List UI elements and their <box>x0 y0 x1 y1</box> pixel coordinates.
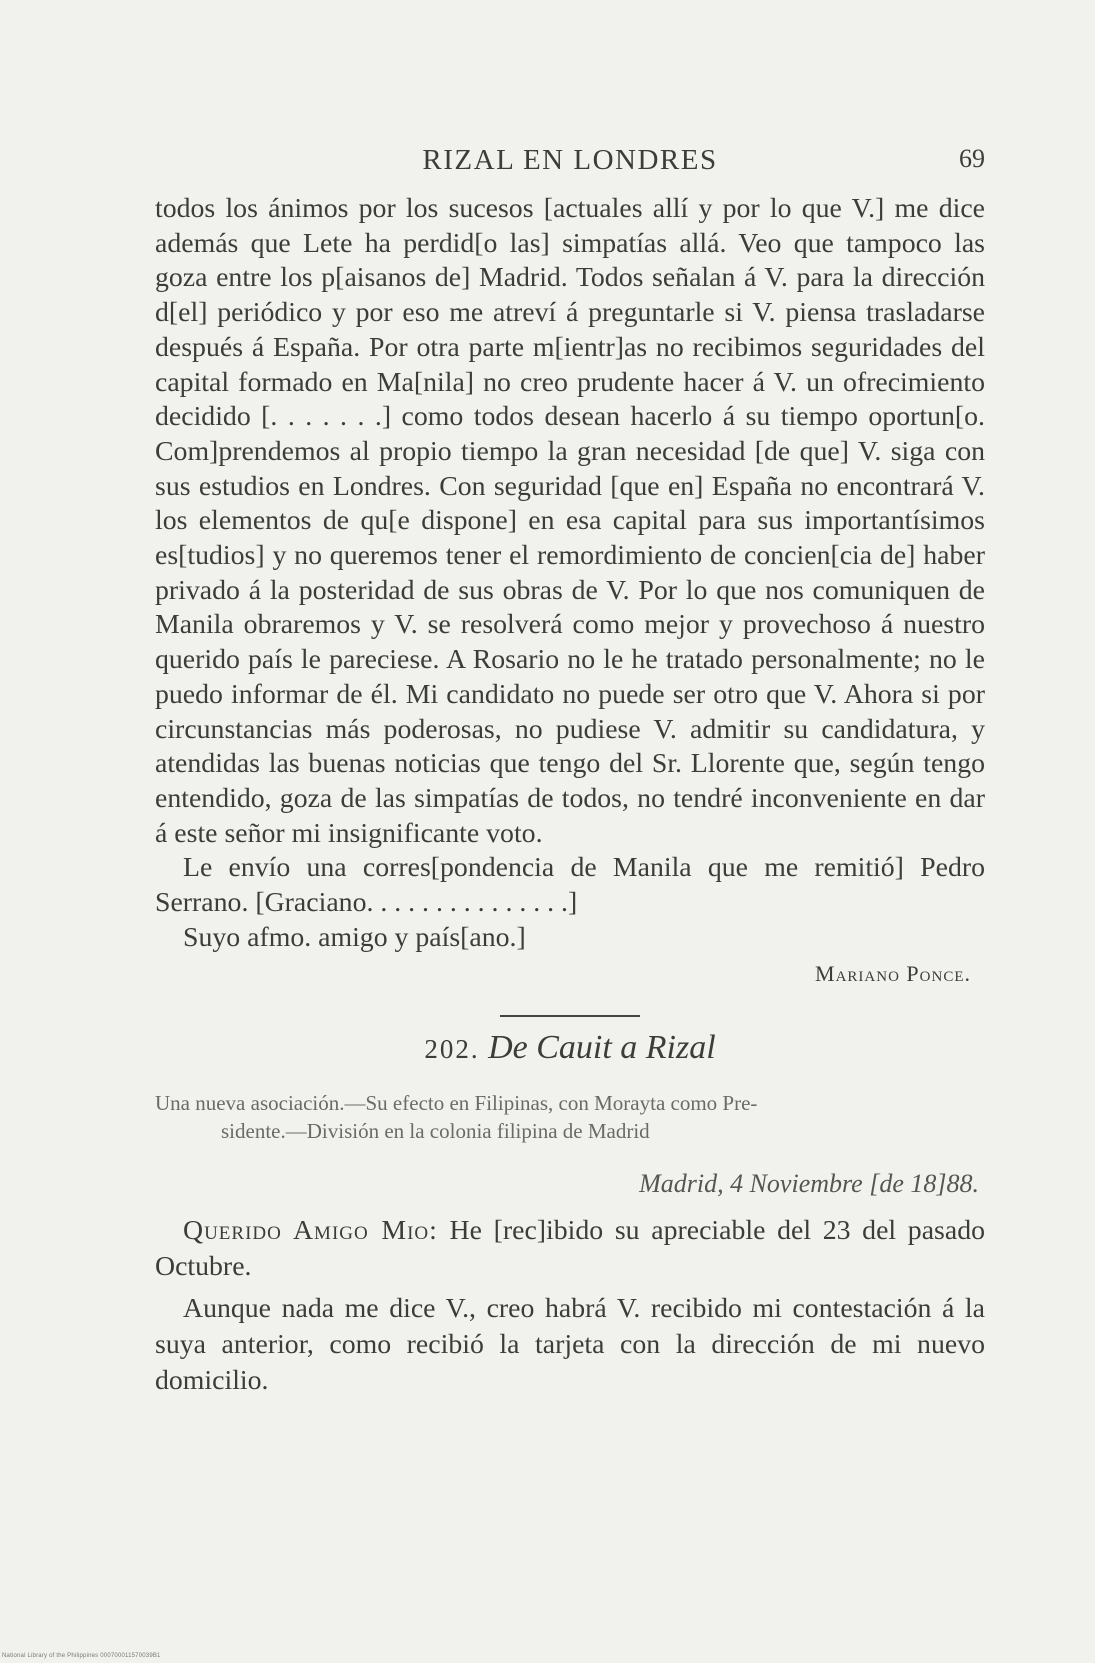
continued-letter-text <box>155 192 985 955</box>
letter-title: De Cauit a Rizal <box>488 1029 716 1067</box>
page-number: 69 <box>959 144 985 173</box>
running-head <box>155 140 985 180</box>
paragraph: todos los ánimos por los sucesos [actuales allí y por lo que V.] me dice además que Lete ha perdid[o las] simpatías allá. Veo que tampoco las goza entre los p[aisanos de] Madrid. Todos señalan á V. para la dirección d[el] periódico y por eso me atreví á preguntarle si V. piensa trasladarse después á España. Por otra parte m[ientr]as no recibimos seguridades del capital formado en Ma[nila] no creo prudente hacer á V. un ofrecimiento decidido [. . . . . . .] como todos desean hacerlo á su tiempo oportun[o. Com]prendemos al propio tiempo la gran necesidad [de que] V. siga con sus estudios en Londres. Con seguridad [que en] España no encontrará V. los elementos de qu[e dispone] en esa capital para sus importantísimos es[tudios] y no queremos tener el remordimiento de concien[cia de] haber privado á la posteridad de sus obras de V. Por lo que nos comuniquen de Manila obraremos y V. se resolverá como mejor y provechoso á nuestro querido país le pareciese. A Rosario no le he tratado personalmente; no le puedo informar de él. Mi candidato no puede ser otro que V. Ahora si por circunstancias más poderosas, no pudiese V. admitir su candidatura, y atendidas las buenas noticias que tengo del Sr. Llorente que, según tengo entendido, goza de las simpatías de todos, no tendré inconveniente en dar á este señor mi insignificante voto. <box>155 193 985 849</box>
paragraph <box>155 1213 985 1285</box>
book-page <box>155 140 985 1405</box>
section-divider <box>500 1015 640 1017</box>
dateline: Madrid, 4 Noviembre [de 18]88. <box>639 1169 979 1199</box>
paragraph: Le envío una corres[pondencia de Manila que me remitió] Pedro Serrano. [Graciano. . . . . . . . . . . . . . .] <box>155 852 985 919</box>
paragraph-text: He [rec]ibido su apreciable del 23 del pasado Octubre. <box>155 1215 985 1283</box>
signature: Mariano Ponce. <box>815 961 971 987</box>
running-title: RIZAL EN LONDRES <box>422 144 718 176</box>
scan-footer-note: National Library of the Philippines 000700011570039B1 <box>2 1653 161 1659</box>
summary-line: sidente.—División en la colonia filipina de Madrid <box>221 1119 650 1144</box>
paragraph: Aunque nada me dice V., creo habrá V. recibido mi contestación á la suya anterior, como recibió la tarjeta con la dirección de mi nuevo domicilio. <box>155 1293 985 1397</box>
letter-number: 202. <box>424 1034 480 1065</box>
letter-summary <box>155 1089 985 1145</box>
summary-line: Una nueva asociación.—Su efecto en Filipinas, con Morayta como Pre- <box>155 1091 758 1116</box>
letter-heading <box>155 1029 985 1067</box>
closing-line: Suyo afmo. amigo y país[ano.] <box>183 921 526 953</box>
salutation: Querido Amigo Mio: <box>183 1215 438 1247</box>
letter-body <box>155 1213 985 1399</box>
